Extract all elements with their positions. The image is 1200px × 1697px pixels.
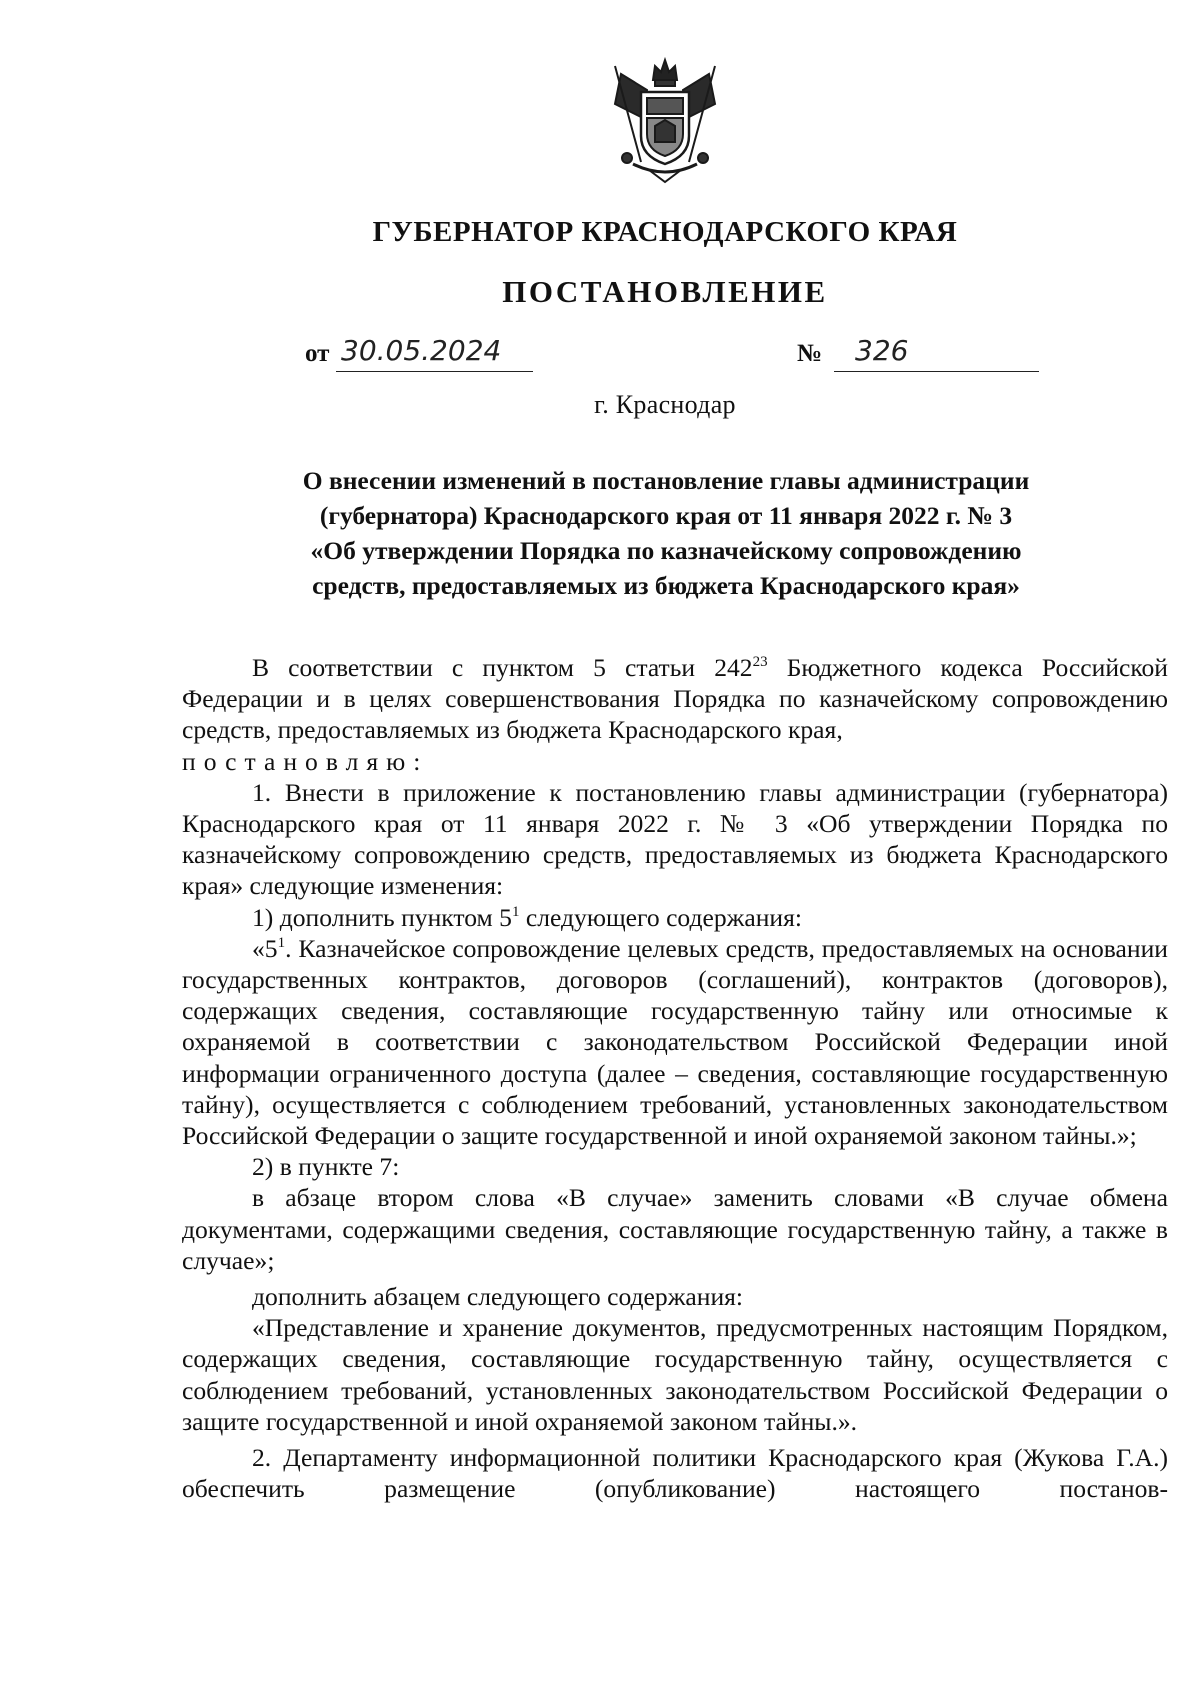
decree-word bbox=[182, 746, 1168, 777]
date-value: 30.05.2024 bbox=[341, 334, 502, 367]
document-title bbox=[262, 463, 1070, 603]
paragraph: в абзаце втором слова «В случае» заменить словами «В случае обмена документами, содержащими сведения, составляющие государственную тайну, а также в случае»; bbox=[182, 1183, 1168, 1275]
superscript: 1 bbox=[277, 934, 286, 951]
document-type-heading: ПОСТАНОВЛЕНИЕ bbox=[502, 274, 828, 309]
paragraph bbox=[182, 902, 1168, 933]
paragraph: «Представление и хранение документов, предусмотренных настоящим Порядком, содержащих сведения, составляющие государственную тайну, осуществляется с соблюдением требований, установленных законодательством Российской Федерации о защите государственной и иной охраняемой законом тайны.». bbox=[182, 1313, 1168, 1436]
paragraph-text: Бюджетного кодекса Российской Федерации и в целях совершенствования Порядка по казначейскому сопровождению средств, предоставляемых из бюджета Краснодарского края, bbox=[182, 653, 1169, 745]
paragraph-text: «5 bbox=[252, 933, 278, 963]
city-label: г. Краснодар bbox=[594, 390, 736, 419]
paragraph bbox=[182, 933, 1168, 1151]
paragraph-text: следующего содержания: bbox=[519, 902, 802, 932]
paragraph: 2. Департаменту информационной политики Краснодарского края (Жукова Г.А.) обеспечить размещение (опубликование) настоящего постанов- bbox=[182, 1443, 1168, 1504]
paragraph: 1. Внести в приложение к постановлению главы администрации (губернатора) Краснодарского края от 11 января 2022 г. № 3 «Об утверждении Порядка по казначейскому сопровождению средств, предоставляемых из бюджета Краснодарского края» следующие изменения: bbox=[182, 777, 1168, 901]
title-line: средств, предоставляемых из бюджета Краснодарского края» bbox=[312, 571, 1020, 600]
paragraph-text: 1) дополнить пунктом 5 bbox=[252, 902, 512, 932]
superscript: 1 bbox=[511, 903, 520, 920]
number-label: № bbox=[797, 340, 823, 367]
title-line: (губернатора) Краснодарского края от 11 января 2022 г. № 3 bbox=[319, 501, 1013, 530]
title-line: «Об утверждении Порядка по казначейскому сопровождению bbox=[310, 536, 1022, 565]
authority-heading: ГУБЕРНАТОР КРАСНОДАРСКОГО КРАЯ bbox=[372, 216, 958, 248]
number-underline bbox=[834, 371, 1039, 372]
paragraph bbox=[182, 652, 1168, 746]
date-label: от bbox=[305, 340, 330, 367]
decree-text: постановляю: bbox=[182, 746, 429, 776]
date-underline bbox=[336, 371, 533, 372]
title-line: О внесении изменений в постановление главы администрации bbox=[302, 466, 1030, 495]
document-body bbox=[182, 652, 1168, 1504]
paragraph: дополнить абзацем следующего содержания: bbox=[252, 1282, 744, 1312]
number-value: 326 bbox=[855, 334, 909, 367]
krasnodar-coat-of-arms-icon bbox=[603, 52, 727, 184]
paragraph-text: В соответствии с пунктом 5 статьи 242 bbox=[252, 653, 753, 682]
paragraph-text: . Казначейское сопровождение целевых средств, предоставляемых на основании государственных контрактов, договоров (соглашений), контрактов (договоров), содержащих сведения, составляющие государственную тайну или относимые к охраняемой в соответствии с законодательством Российской Федерации иной информации ограниченного доступа (далее – сведения, составляющие государственную тайну), осуществляется с соблюдением требований, установленных законодательством Российской Федерации о защите государственной и иной охраняемой законом тайны.»; bbox=[182, 933, 1168, 1151]
superscript: 23 bbox=[752, 654, 768, 670]
paragraph: 2) в пункте 7: bbox=[252, 1152, 400, 1182]
